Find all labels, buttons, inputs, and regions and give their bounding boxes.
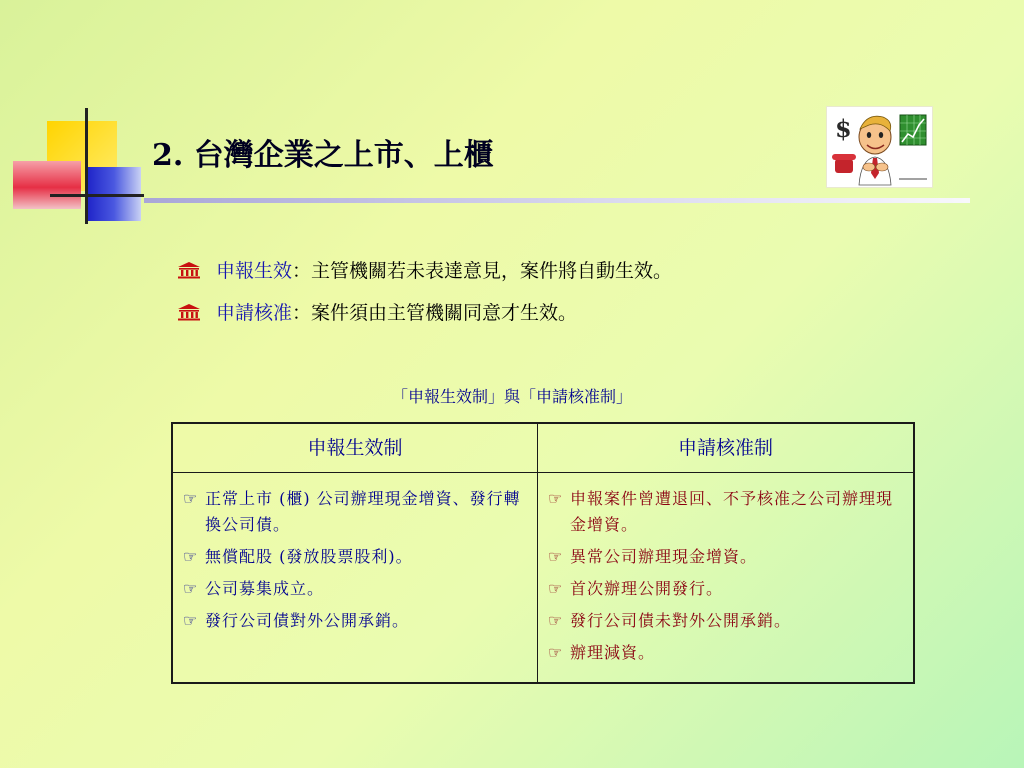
slide-title: 2. 台灣企業之上市、上櫃 — [152, 138, 494, 173]
column-body — [173, 473, 537, 634]
decor-red-square — [13, 161, 81, 209]
pointing-hand-icon: ☞ — [548, 547, 563, 566]
column-approval — [538, 424, 913, 682]
bullet-declaration — [176, 256, 672, 283]
pointing-hand-icon: ☞ — [548, 611, 563, 630]
column-header: 申報生效制 — [173, 424, 537, 473]
list-item: ☞ 無償配股 (發放股票股利)。 — [183, 544, 527, 570]
comparison-table — [171, 422, 915, 684]
pointing-hand-icon: ☞ — [183, 489, 198, 508]
bullet-description: ：案件須由主管機關同意才生效。 — [292, 302, 578, 324]
list-item: ☞ 正常上市 (櫃) 公司辦理現金增資、發行轉換公司債。 — [183, 486, 527, 538]
pointing-hand-icon: ☞ — [183, 547, 198, 566]
businessman-dollar-chart-icon — [826, 106, 933, 188]
pointing-hand-icon: ☞ — [548, 579, 563, 598]
bullet-description: ：主管機關若未表達意見，案件將自動生效。 — [292, 260, 673, 282]
list-item: ☞ 發行公司債未對外公開承銷。 — [548, 608, 903, 634]
bank-building-icon — [176, 303, 202, 321]
table-caption: 「申報生效制」與「申請核准制」 — [391, 387, 632, 406]
bullet-term: 申請核准 — [216, 302, 293, 324]
bullet-approval — [176, 298, 577, 325]
column-declaration — [173, 424, 538, 682]
list-item: ☞ 發行公司債對外公開承銷。 — [183, 608, 527, 634]
bank-building-icon — [176, 261, 202, 279]
pointing-hand-icon: ☞ — [548, 643, 563, 662]
list-item: ☞ 申報案件曾遭退回、不予核准之公司辦理現金增資。 — [548, 486, 903, 538]
pointing-hand-icon: ☞ — [548, 489, 563, 508]
list-item: ☞ 辦理減資。 — [548, 640, 903, 666]
column-header: 申請核准制 — [538, 424, 913, 473]
pointing-hand-icon: ☞ — [183, 611, 198, 630]
title-underline — [144, 198, 970, 203]
pointing-hand-icon: ☞ — [183, 579, 198, 598]
list-item: ☞ 首次辦理公開發行。 — [548, 576, 903, 602]
column-body — [538, 473, 913, 666]
bullet-term: 申報生效 — [216, 260, 293, 282]
decor-horizontal-line — [50, 194, 144, 197]
svg-text:$: $ — [835, 114, 852, 143]
decor-vertical-line — [85, 108, 88, 224]
list-item: ☞ 公司募集成立。 — [183, 576, 527, 602]
list-item: ☞ 異常公司辦理現金增資。 — [548, 544, 903, 570]
